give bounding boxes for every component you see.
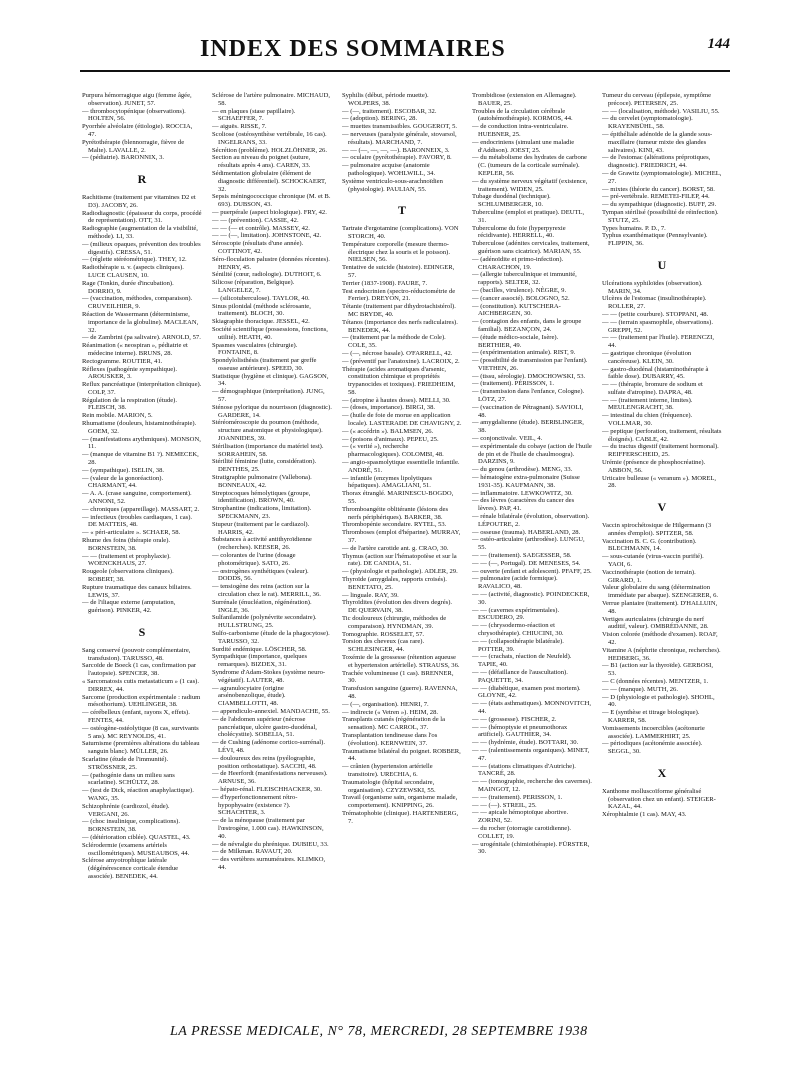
index-entry: Rhumatisme (douleurs, histaminothérapie). GOEM, 32. xyxy=(82,420,197,435)
index-entry: Rein mobile. MARION, 5. xyxy=(82,412,153,420)
index-entry: — (traitement par la méthode de Cole). COLE, 35. xyxy=(342,334,446,350)
index-entry: Tuberculome du foie (hyperpyrexie récidivante). HERRELL, 40. xyxy=(472,224,566,240)
index-entry: — d'hyperfonctionnement rétro-hypophysaire (existence ?). SCHACHTER, 3. xyxy=(212,793,298,817)
index-entry: Thrombopénie secondaire. RYTEL, 53. xyxy=(342,521,447,529)
index-entry: Sympathique (importance, quelques remarques). BIZDEX, 31. xyxy=(212,653,308,669)
index-entry: Sang conservé (pouvoir complémentaire, transfusion). TARUSSO, 48. xyxy=(82,646,191,662)
index-entry: — (possibilité de transmission par l'enfant). VIETHEN, 26. xyxy=(472,357,588,372)
index-entry: — de conduction intra-ventriculaire. HUEBNER, 25. xyxy=(472,123,569,138)
index-entry: — puerpérale (aspect biologique). FRY, 42. xyxy=(212,208,327,216)
index-entry: — du cervelet (symptomatologie). KRAYENBÜHL, 58. xyxy=(602,115,693,131)
index-entry: Tartrate d'ergotamine (complications). VON STORCH, 40. xyxy=(342,225,459,240)
index-entry: — (détérioration ciblée). QUASTEL, 43. xyxy=(82,833,191,841)
index-entry: Rectogramme. ROUTIER, 41. xyxy=(82,357,163,365)
index-entry: Schizophrénie (cardiozol, étude). VERGANI, 26. xyxy=(82,802,170,818)
index-entry: — ouverte (enfant et adolescent). PFAFF, 25. xyxy=(472,567,592,575)
index-entry: — (expérimentation animale). RIST, 9. xyxy=(472,349,576,357)
index-entry: Torsion des cheveux (cas rare). SCHLESINGER, 44. xyxy=(342,638,425,654)
index-entry: — (manque de vitamine B1 ?). NEMECEK, 28. xyxy=(82,451,199,467)
index-entry: Radiographie (augmentation de la visibilité, méthode). LI, 33. xyxy=(82,225,198,240)
index-entry: — œstrogènes synthétiques (valeur). DODDS, 56. xyxy=(212,567,309,583)
index-entry: — (étude médico-sociale, Isère). BERTHIER, 49. xyxy=(472,333,559,349)
index-entry: Thromboses (emploi d'héparine). MURRAY, 37. xyxy=(342,529,461,545)
index-entry: — (atropine à hautes doses). MELLI, 30. xyxy=(342,396,451,404)
index-entry: Stratigraphie pulmonaire (Vallebona). BONNEAUX, 42. xyxy=(212,474,312,489)
index-entry: Test endocrinien (spectro-réductométrie de Ferrier). DREYON, 21. xyxy=(342,287,456,303)
index-entry: Sénilité (cœur, radiologie). DUTHOIT, 6. xyxy=(212,271,322,279)
index-entry: — (—, organisation). HENRI, 7. xyxy=(342,700,429,708)
index-entry: Tétanie (traitement par dihydrotachistérol). MC BRYDE, 40. xyxy=(342,303,456,318)
index-entry: Sédimentation globulaire (élément de diagnostic différentiel). SCHOCKAERT, 32. xyxy=(212,169,327,193)
index-entry: Vitamine A (néphrite chronique, recherches). HEDBERG, 36. xyxy=(602,646,721,662)
index-entry: — (manifestations arythmiques). MONSON, 11. xyxy=(82,435,201,451)
index-entry: Troubles de la circulation cérébrale (autohémothérapie). KORMOS, 44. xyxy=(472,107,573,123)
index-entry: Rachitisme (traitement par vitamines D2 et D3). JACOBY, 26. xyxy=(82,193,196,209)
index-entry: Xérophtalmie (1 cas). MAY, 43. xyxy=(602,811,687,819)
index-entry: — crânien (hypertension artérielle transitoire). URECHIA, 6. xyxy=(342,763,433,778)
index-entry: — — (terrain spasmophile, observations). GREPPI, 52. xyxy=(602,318,713,334)
index-entry: — (doses, importance). BIRGI, 38. xyxy=(342,404,436,412)
index-entry: — — (hydrémie, étude). BOTTARI, 30. xyxy=(472,739,579,747)
index-entry: — — (hémoptysie et pneumothorax artificiel). GAUTHIER, 34. xyxy=(472,723,568,739)
index-entry: — gastrique chronique (évolution cancéreuse). KLEIN, 30. xyxy=(602,349,692,365)
index-entry: — colorantes de l'urine (dosage photométrique). SATO, 26. xyxy=(212,552,296,567)
index-entry: — — (ralentissements organiques). MINET, 47. xyxy=(472,746,590,762)
column-2 xyxy=(212,92,332,1012)
index-entry: — — (traitement par l'huile). FERENCZI, 44. xyxy=(602,334,714,350)
index-entry: — hématogène extra-pulmonaire (Suisse 1931-35). KAUFMANN, 38. xyxy=(472,474,580,489)
index-entry: Traumatisme bilatéral du poignet. ROBBER, 44. xyxy=(342,747,461,763)
index-entry: — aiguës. RISSE, 7. xyxy=(212,123,267,131)
index-entry: — du métabolisme des hydrates de carbone (C. (tumeurs de la corticale surrénale). KEPLER, 56. xyxy=(472,154,587,177)
index-entry: — (contagion des enfants, dans le groupe familial). BEZANÇON, 24. xyxy=(472,318,582,333)
index-entry: Tétanos (importance des nerfs radiculaires). BENEDEK, 44. xyxy=(342,318,458,334)
index-entry: Sclérose de l'artère pulmonaire. MICHAUD, 58. xyxy=(212,92,331,107)
index-entry: — (adoption). BERING, 28. xyxy=(342,115,418,123)
index-entry: — (allergie tuberculinique et immunité, rapports). SELTER, 32. xyxy=(472,271,577,287)
index-entry: — — (traitement interne, limites). MEULENGRACHT, 38. xyxy=(602,396,693,412)
index-entry: Skiagraphie thoracique. JESSEL, 42. xyxy=(212,318,310,326)
page-number: 144 xyxy=(707,36,730,52)
index-entry: Thérapie (acides aromatiques d'arsenic, constitution chimique et propriétés trypanocides et toxiques). FRIEDHEIM, 58. xyxy=(342,365,456,396)
index-entry: Rage (Tonkin, durée d'incubation). DORRIO, 9. xyxy=(82,279,174,295)
index-entry: Ulcérations syphiloïdes (observation). MARIN, 34. xyxy=(602,279,703,295)
index-entry: — — apicale hémoptoïque abortive. ZORINI, 52. xyxy=(472,809,569,825)
index-entry: — (sympathique). ISELIN, 38. xyxy=(82,466,165,474)
index-entry: — C (données récentes). MENTZER, 1. xyxy=(602,677,709,685)
index-entry: Thymus (action sur l'hématopoïèse et sur la rate). DE CANDIA, 51. xyxy=(342,552,457,568)
index-entry: Stupeur (traitement par le cardiazol). HARRIS, 42. xyxy=(212,520,310,536)
index-entry: — mixtes (théorie du cancer). BORST, 58. xyxy=(602,185,715,193)
index-entry: Purpura hémorragique aigu (femme âgée, observation). JUNET, 57. xyxy=(82,92,192,107)
index-entry: — du système nerveux végétatif (existence, traitement). WIDEN, 25. xyxy=(472,177,588,193)
index-entry: — (poisons d'animaux). PEPEU, 25. xyxy=(342,435,439,443)
index-entry: — (transmission dans l'enfance, Cologne). LÖTZ, 27. xyxy=(472,388,585,404)
index-entry: Streptocoques hémolytiques (groupe, identification). BROWN, 40. xyxy=(212,489,311,505)
index-entry: — — (—). STREIL, 25. xyxy=(472,801,537,809)
index-entry: — ostéo-articulaire (arthrodèse). LUNGU, 55. xyxy=(472,536,585,552)
index-entry: Trombidiose (extension en Allemagne). BAUER, 25. xyxy=(472,92,577,107)
index-entry: — pulmonaire (acide formique). RAVALICO, 48. xyxy=(472,575,558,591)
index-entry: — — (crachats, réaction de Neufeld). TAPIE, 40. xyxy=(472,653,572,669)
index-entry: — du rocher (otorragie carotidienne). COLLET, 19. xyxy=(472,824,572,840)
index-entry: Surdité endémique. LÖSCHER, 58. xyxy=(212,645,307,653)
index-entry: Thromboangéite oblitérante (lésions des nerfs périphériques). BARKER, 38. xyxy=(342,505,449,521)
page-header xyxy=(80,30,730,70)
index-entry: — — (petite courbure). STOPPANI, 48. xyxy=(602,310,709,318)
index-entry: — — (défaillance de l'auscultation). PAQUETTE, 34. xyxy=(472,668,568,684)
index-entry: Scoliose (ostéosynthèse vertébrale, 16 cas). INGELRANS, 33. xyxy=(212,130,327,146)
index-entry: — du genou (arthrodèse). MENG, 33. xyxy=(472,466,573,474)
index-entry: Tuberculine (emploi et pratique). DEUTL, 31. xyxy=(472,208,585,224)
index-entry: Traumatologie (hôpital secondaire, organisation). CZYZEWSKI, 55. xyxy=(342,778,436,794)
index-columns xyxy=(82,92,732,1012)
index-entry: — — (—, Portugal). DE MENESES, 54. xyxy=(472,559,581,567)
index-entry: — de l'estomac (altérations préprotiques, diagnostic). FRIEDRICH, 44. xyxy=(602,154,711,170)
index-entry: — appendiculo-annexiel. MANDACHE, 55. xyxy=(212,707,330,715)
index-entry: Pyorrhée alvéolaire (étiologie). ROCCIA, 47. xyxy=(82,123,193,138)
index-entry: Thyroïdites (évolution des divers degrés). DE QUERVAIN, 38. xyxy=(342,599,453,615)
index-entry: — (vaccination de Pétragnani). SAVIOLI, 48. xyxy=(472,403,584,419)
index-entry: — indirecte (« Vetren »). HEIM, 28. xyxy=(342,708,439,716)
index-entry: — (pathogénie dans un milieu sans scarlatine). SCHÜLTZ, 28. xyxy=(82,771,175,787)
column-5 xyxy=(602,92,722,1012)
column-1 xyxy=(82,92,202,1012)
index-entry: — de Zambrini (pa salivaire). ARNOLD, 57. xyxy=(82,334,201,342)
index-entry: Urémie (présence de phosphocréatine). ABBON, 56. xyxy=(602,459,706,474)
index-entry: — chroniques (appareillage). MASSART, 2. xyxy=(82,505,200,513)
index-entry: — de Milkman. RAVAUT, 20. xyxy=(212,848,293,856)
index-entry: Xanthome molluscoïforme généralisé (observation chez un enfant). STEIGER-KAZAL, 44. xyxy=(602,787,716,811)
index-entry: Sinus pilonidal (méthode sclérosante, traitement). BLOCH, 30. xyxy=(212,302,311,318)
column-3 xyxy=(342,92,462,1012)
index-entry: Statistique (hygiène et clinique). GAGSON, 34. xyxy=(212,372,329,388)
index-entry: Sclérose amyotrophique latérale (dégénérescence corticale étendue associée). BENEDEK, 44. xyxy=(82,857,179,880)
index-entry: — — (prévention). CASSIE, 42. xyxy=(212,216,299,224)
index-entry: Vaccination B. C. G. (contribution). BLECHMANN, 14. xyxy=(602,537,697,553)
index-entry: — — (manque). MUTH, 26. xyxy=(602,685,678,693)
index-entry: — (constitution). KUTSCHERA-AICHBERGEN, 30. xyxy=(472,302,561,318)
section-letter: U xyxy=(657,257,667,272)
index-entry: — — (thérapie, bromure de sodium et sulfate d'atropine). DAPRA, 48. xyxy=(602,381,703,396)
index-entry: — (choc insulinique, complications). BORNSTEIN, 38. xyxy=(82,818,180,834)
index-entry: Syndrome d'Adam-Stokes (système neuro-végétatif). LAUTER, 48. xyxy=(212,668,326,684)
index-entry: — cérébelleux (enfant, rayons X, effets). FENTES, 44. xyxy=(82,709,190,724)
index-entry: Sécrétion (problème). HOLZLÖHNER, 26. xyxy=(212,146,327,154)
index-entry: Radiodiagnostic (épaisseur du corps, procédé de représentation). OTT, 31. xyxy=(82,209,202,225)
index-entry: Réanimation (« neospiran », pédiatrie et médecine interne). BRUNS, 28. xyxy=(82,342,188,357)
index-entry: Vision colorée (méthode d'examen). ROAF, 42. xyxy=(602,631,718,646)
index-entry: — (cancer associé). BOLOGNO, 52. xyxy=(472,294,570,302)
index-entry: Stérilité féminine (lutte, considération). DENTHES, 25. xyxy=(212,458,317,474)
index-entry: — thrombocytopénique (observations). HOLTEN, 56. xyxy=(82,107,186,123)
section-letter: T xyxy=(397,203,406,218)
index-entry: Types humains. P. D., 7. xyxy=(602,224,666,232)
index-entry: — E (synthèse et titrage biologique). KARRER, 58. xyxy=(602,709,700,724)
index-entry: — — (localisation, méthode). VASILIU, 55. xyxy=(602,107,720,115)
index-entry: — amygdalienne (étude). BERBLINGER, 38. xyxy=(472,419,584,435)
index-entry: Sarcome (production expérimentale : radium mésothorium). UEHLINGER, 38. xyxy=(82,693,201,709)
index-entry: — hépato-rénal. FLEISCHHACKER, 30. xyxy=(212,785,322,793)
index-entry: — urogénitale (chimiothérapie). FÜRSTER, 30. xyxy=(472,840,590,856)
index-entry: Verrue plantaire (traitement). D'HALLUIN, 48. xyxy=(602,600,718,615)
index-entry: — A. A. (crase sanguine, comportement). ANNONI, 52. xyxy=(82,490,192,506)
index-entry: — (physiologie et pathologie). ADLER, 29. xyxy=(342,568,458,576)
index-entry: — (« accédrin »). BALMSEN, 26. xyxy=(342,427,434,435)
index-entry: — pulmonaire acquise (anatomie pathologique). WOHLWILL, 34. xyxy=(342,162,436,177)
index-entry: Société scientifique (possessions, fonctions, utilité). HEATH, 40. xyxy=(212,325,328,341)
page-footer: LA PRESSE MEDICALE, N° 78, MERCREDI, 28 SEPTEMBRE 1938 xyxy=(170,1024,588,1039)
index-entry: — périodiques (acétonémie associée). SEGGL, 30. xyxy=(602,740,703,756)
index-entry: Thyroïde (amygdales, rapports croisés). BENETATO, 25. xyxy=(342,576,447,591)
index-entry: Système ventriculo-sous-arachnoïdien (physiologie). PAULIAN, 55. xyxy=(342,177,443,193)
index-entry: Spasmes vasculaires (chirurgie). FONTAINE, 8. xyxy=(212,341,298,357)
index-entry: — (valeur de la gonoréaction). CHARMANT, 44. xyxy=(82,474,164,490)
index-entry: — démographique (interprétation). JUNG, 57. xyxy=(212,388,325,404)
index-entry: — (réglette stéréométrique). THEY, 12. xyxy=(82,256,187,264)
header-rule xyxy=(80,70,730,72)
index-entry: — expérimentale du cobaye (action de l'huile de pin et de l'huile de chaulmoogra). DARZINS, 9. xyxy=(472,442,592,466)
index-entry: — — (traitement et prophylaxie). WOENCKHAUS, 27. xyxy=(82,552,171,568)
index-entry: — tensiogène des reins (action sur la circulation chez le rat). MERRILL, 36. xyxy=(212,583,321,598)
index-entry: — sous-cutanée (virus-vaccin purifié). YAOI, 6. xyxy=(602,553,704,569)
index-entry: Reflux pancréatique (interprétation clinique). COLP, 37. xyxy=(82,381,202,396)
index-entry: Trématophobie (clinique). HARTENBERG, 7. xyxy=(342,809,459,825)
index-entry: — — (traitement). PERISSON, 1. xyxy=(472,793,563,801)
index-entry: — — (états asthmatiques). MONNOVITCH, 44. xyxy=(472,700,592,715)
index-entry: — (préventif par l'anatoxine). LACROIX, 2. xyxy=(342,357,460,365)
index-entry: — de Cushing (adénome cortico-surrénal). LÉVI, 48. xyxy=(212,739,325,754)
index-entry: — muettes transmissibles. GOUGEROT, 5. xyxy=(342,123,458,131)
index-entry: Sclérodermie (examens artériels oscillométriques). MUSEAUBOS, 44. xyxy=(82,841,190,857)
index-entry: — — (grossesse). FISCHER, 2. xyxy=(472,715,557,723)
index-entry: Sulfo-carbonisme (étude de la phagocytose). TARUSSO, 32. xyxy=(212,629,330,645)
index-entry: Valeur globulaire du sang (détermination immédiate par abaque). SZENGERER, 6. xyxy=(602,584,719,600)
index-entry: — de Heerfordt (manifestations nerveuses). ARNUSE, 36. xyxy=(212,770,328,786)
index-entry: Transplants cutanés (régénération de la sensation). MC CARROL, 37. xyxy=(342,716,446,732)
index-entry: — épithéliale adénoïde de la glande sous-maxillaire (tumeur mixte des glandes salivaires). KINI, 43. xyxy=(602,130,713,154)
index-entry: — — (cavernes expérimentales). ESCUDERO, 29. xyxy=(472,606,560,622)
index-entry: Réflexes (pathogénie sympathique). AROUSKER, 3. xyxy=(82,365,178,381)
index-entry: — agranulocytaire (origine arsénobenzolique, étude). CIAMBELLOTTI, 48. xyxy=(212,684,286,708)
index-entry: Vomissements incoercibles (acétonurie associée). LAMMERHIRT, 25. xyxy=(602,724,705,740)
index-entry: Réaction de Wassermann (déterminisme, importance de la globuline). MACLEAN, 32. xyxy=(82,310,199,334)
index-entry: — infantile (enzymes lipolytiques hépatiques). AMAGLIANI, 51. xyxy=(342,474,432,490)
index-entry: — rénale bilatérale (évolution, observation). LÉPOUTRE, 2. xyxy=(472,513,590,528)
index-entry: — — (—, limitation). JOHNSTONE, 42. xyxy=(212,232,322,240)
index-entry: — linguale. RAY, 39. xyxy=(342,591,399,599)
index-entry: — (adénoïdite et primo-infection). CHARACHON, 19. xyxy=(472,255,564,271)
index-entry: — de la ménopause (traitement par l'œstrogène, 1.000 cas). HAWKINSON, 40. xyxy=(212,817,324,840)
index-entry: Toxémie de la grossesse (rétention aqueuse et hypertension artérielle). STRAUSS, 36. xyxy=(342,653,460,669)
index-entry: — pré-vertébrale. REMETEI-FILEP, 44. xyxy=(602,193,710,201)
index-entry: — de Grawitz (symptomatologie). MICHEL, 27. xyxy=(602,169,722,185)
index-entry: Sténose pylorique du nourrisson (diagnostic). GARDERE, 14. xyxy=(212,403,332,419)
index-entry: Tumeur du cerveau (épilepsie, symptôme précoce). PETERSEN, 25. xyxy=(602,92,712,107)
index-entry: — (huile de foie de morue en application locale). LASTERADE DE CHAVIGNY, 2. xyxy=(342,412,462,428)
index-entry: Régulation de la respiration (étude). FLEISCH, 38. xyxy=(82,396,178,412)
index-entry: — (milieux opaques, prévention des troubles digestifs). CRESSA, 51. xyxy=(82,240,201,256)
index-entry: Température corporelle (mesure thermo-électrique chez la souris et le poisson). NIELSEN, 56. xyxy=(342,240,450,264)
index-entry: Radiothérapie u. v. (aspects cliniques). LUCE CLAUSEN, 10. xyxy=(82,264,184,279)
index-entry: — (bacilles, virulence). NÈGRE, 9. xyxy=(472,286,567,294)
index-entry: Scarlatine (étude de l'immunité). STRÖSSNER, 25. xyxy=(82,755,169,771)
index-entry: — de l'artère carotide ant. g. CRAO, 30. xyxy=(342,544,449,552)
index-entry: Typhus exanthématique (Pennsylvanie). FLIPPIN, 36. xyxy=(602,232,708,248)
index-entry: — du tractus digestif (traitement hormonal). REIFFERSCHEID, 25. xyxy=(602,443,719,459)
index-entry: — conjonctivale. VEIL, 4. xyxy=(472,435,543,443)
index-entry: — peptique (perforation, traitement, résultats éloignés). CABLE, 42. xyxy=(602,427,722,443)
index-entry: Pyrétothérapie (blennorragie, fièvre de Malte). LAVALLE, 2. xyxy=(82,138,185,154)
index-entry: Transfusion sanguine (guerre). RAVENNA, 48. xyxy=(342,685,458,700)
index-entry: — douloureux des reins (pyélographie, position orthostatique). SACCHI, 48. xyxy=(212,754,317,770)
index-entry: Sarcoïde de Boeck (1 cas, confirmation par l'autopsie). SPENCER, 38. xyxy=(82,662,197,678)
index-entry: Travail (organisme sain, organisme malade, comportement). KNIPPING, 26. xyxy=(342,794,458,810)
index-entry: Transplantation tendineuse dans l'os (évolution). KERNWEIN, 37. xyxy=(342,731,438,747)
index-entry: Stérilisation (importance du matériel test). SORRAHEIN, 58. xyxy=(212,442,324,458)
index-entry: — (—, traitement). ESCOBAR, 32. xyxy=(342,107,437,115)
index-entry: Rupture traumatique des canaux biliaires. LEWIS, 37. xyxy=(82,583,192,599)
index-entry: — de névralgie du phrénique. DUBIEU, 33. xyxy=(212,840,329,848)
index-entry: — D (physiologie et pathologie). SHOHL, 40. xyxy=(602,693,715,709)
index-entry: — des vertèbres surnuméraires. KLIMKO, 44. xyxy=(212,856,326,871)
index-entry: — — (chrysodermo-réaction et chrysothérapie). CHIUCINI, 30. xyxy=(472,622,564,637)
index-entry: — inflammatoire. LEWKOWITZ, 30. xyxy=(472,489,573,497)
index-entry: — endocriniens (simulant une maladie d'Addison). JOEST, 25. xyxy=(472,138,575,154)
section-letter: S xyxy=(138,625,146,639)
index-entry: — (traitement). PÉRISSON, 1. xyxy=(472,380,555,388)
index-entry: — (pédiatrie). BARONNIX, 3. xyxy=(82,154,165,162)
index-entry: Séro-floculation palustre (données récentes). HENRY, 45. xyxy=(212,255,330,271)
index-entry: Surrénale (énucléation, régénération). INGLE, 36. xyxy=(212,598,312,614)
index-entry: Rhume des foins (thérapie orale). BORNSTEIN, 38. xyxy=(82,537,171,552)
index-entry: — (test de Dick, réaction anaphylactique). WANG, 35. xyxy=(82,787,194,802)
index-entry: Trachée volumineuse (1 cas). BRENNER, 30. xyxy=(342,669,454,685)
section-letter: V xyxy=(657,500,667,515)
index-entry: Strophantine (indications, limitation). SPECKMANN, 23. xyxy=(212,505,312,521)
index-entry: — ostéogène-ostéolytique (8 cas, survivants 5 ans). MC REYNOLDS, 41. xyxy=(82,724,199,740)
index-entry: — B1 (action sur la thyroïde). GERBOSI, 53. xyxy=(602,662,713,678)
index-entry: Syphilis (début, période muette). WOLPERS, 38. xyxy=(342,92,429,107)
index-entry: Tentative de suicide (histoire). EDINGER, 57. xyxy=(342,264,455,279)
index-entry: Tubage duodénal (technique). SCHLUMBERGER, 10. xyxy=(472,193,551,209)
index-entry: — (« verité »), recherche pharmacologiques). COLOMBI, 48. xyxy=(342,443,444,459)
index-entry: Tic douloureux (chirurgie, méthodes de comparaison). HYNDMAN, 39. xyxy=(342,615,447,630)
index-entry: — « péri-articulaire ». SCHAER, 58. xyxy=(82,529,181,537)
index-entry: — (vaccination, méthodes, comparaison). CRUVEILHIER, 9. xyxy=(82,295,193,311)
index-entry: — infectieux (troubles cardiaques, 1 cas). DE MATTEIS, 48. xyxy=(82,513,193,529)
index-entry: Tuberculose (adénites cervicales, traitement, guérison sans cicatrice). MARIAN, 55. xyxy=(472,240,590,255)
index-entry: — — (collapsothérapie bilatérale). POTTER, 39. xyxy=(472,637,564,653)
index-entry: Thorax étranglé. MARINESCU-BOGDO, 55. xyxy=(342,490,454,506)
index-entry: Section au niveau du poignet (suture, résultats après 4 ans). CAREN, 33. xyxy=(212,154,311,170)
index-entry: Sepsis méningococcique chronique (M. et B. 693). DUBSON, 43. xyxy=(212,193,331,209)
index-entry: Rougeole (observations cliniques). ROBERT, 38. xyxy=(82,568,174,584)
section-letter: R xyxy=(137,172,147,187)
section-letter: X xyxy=(657,765,667,780)
index-entry: Substances à activité antithyroïdienne (recherches). KEESER, 26. xyxy=(212,536,312,552)
index-entry: Stéréoméroscopie du poumon (méthode, structure anatomique et physiologique). JOANNIDES, 39. xyxy=(212,419,323,443)
index-entry: Vertiges auriculaires (chirurgie du nerf auditif, valeur). OMBRÉDANNE, 28. xyxy=(602,615,709,631)
index-entry: — (tissu, sérologie). DMOCHOWSKI, 53. xyxy=(472,372,586,380)
index-entry: — (—, nécrose basale). O'FARRELL, 42. xyxy=(342,349,453,357)
index-entry: — — (stations climatiques d'Autriche). TANCRÉ, 28. xyxy=(472,762,576,778)
index-entry: — en plaques (stase papillaire). SCHAEFFER, 7. xyxy=(212,107,296,123)
index-title: INDEX DES SOMMAIRES xyxy=(200,36,506,62)
index-entry: Tympan stérilisé (possibilité de réinfection). STUTZ, 25. xyxy=(602,208,719,224)
index-entry: Spondylolisthésis (traitement par greffe osseuse antérieure). SPEED, 30. xyxy=(212,357,317,372)
index-entry: Urticaire bulleuse (« veranum »). MOREL, 28. xyxy=(602,474,717,490)
index-entry: Saturnisme (premières altérations du tableau sanguin blanc). MÜLLER, 26. xyxy=(82,740,200,756)
index-entry: — — (activité, diagnostic). POINDECKER, 30. xyxy=(472,591,590,606)
index-entry: Terrier (1837-1908). FAURE, 7. xyxy=(342,279,428,287)
index-entry: — des lèvres (caractères du cancer des lèvres). PAP, 41. xyxy=(472,497,575,513)
index-entry: Vaccin spirochétosique de Hilgermann (3 années d'emploi). SPITZER, 58. xyxy=(602,522,712,537)
index-entry: Vaccinothérapie (notion de terrain). GIRARD, 1. xyxy=(602,568,696,584)
index-entry: Sulfanilamide (polynévrite secondaire). HULLSTRUNG, 25. xyxy=(212,614,317,630)
index-entry: — du sympathique (diagnostic). BUFF, 29. xyxy=(602,201,717,209)
index-entry: — osseuse (trauma). HABERLAND, 28. xyxy=(472,528,581,536)
index-entry: — nerveuses (paralysie générale, stovarsol, résultats). MARCHAND, 7. xyxy=(342,130,457,146)
index-entry: Ulcères de l'estomac (insulinothérapie). ROLLER, 27. xyxy=(602,295,707,311)
index-entry: Tomographie. ROSSELET, 57. xyxy=(342,630,425,638)
index-entry: « Sarcomatosis cutis metastaticum » (1 cas). DIRREX, 44. xyxy=(82,677,200,693)
index-entry: — de l'iliaque externe (amputation, guérison). PINKER, 42. xyxy=(82,599,176,615)
index-entry: — intestinal du chien (fréquence). VOLLMAR, 30. xyxy=(602,412,693,428)
index-entry: — — (tomographie, recherche des cavernes). MAINGOT, 12. xyxy=(472,778,592,793)
index-entry: — — (— et contrôle). MASSEY, 42. xyxy=(212,224,310,232)
index-entry: — — (traitement). SAEGESSER, 58. xyxy=(472,552,572,560)
index-entry: — de l'abdomen supérieur (nécrose pancréatique, ulcère gastro-duodénal, cholécystite). SOBELIA, 51. xyxy=(212,715,317,739)
index-entry: — angio-spasmolytique essentielle infantile. ANDRÉ, 51. xyxy=(342,459,460,474)
index-entry: — gastro-duodénal (histaminothérapie à faible dose). DUBARRY, 45. xyxy=(602,365,709,381)
index-entry: Séroscopie (résultats d'une année). COTTINOT, 42. xyxy=(212,240,304,255)
column-4 xyxy=(472,92,592,1012)
index-entry: — — (diabétique, examen post mortem). GLOYNE, 42. xyxy=(472,684,581,700)
index-entry: Silicose (réparation, Belgique). LANGELEZ, 7. xyxy=(212,279,295,294)
index-entry: — oculaire (pyrétothérapie). FAVORY, 8. xyxy=(342,154,452,162)
index-entry: — — (—, —, —, —). BARONNEIX, 3. xyxy=(342,146,450,154)
index-entry: — (silicotuberculose). TAYLOR, 40. xyxy=(212,294,310,302)
